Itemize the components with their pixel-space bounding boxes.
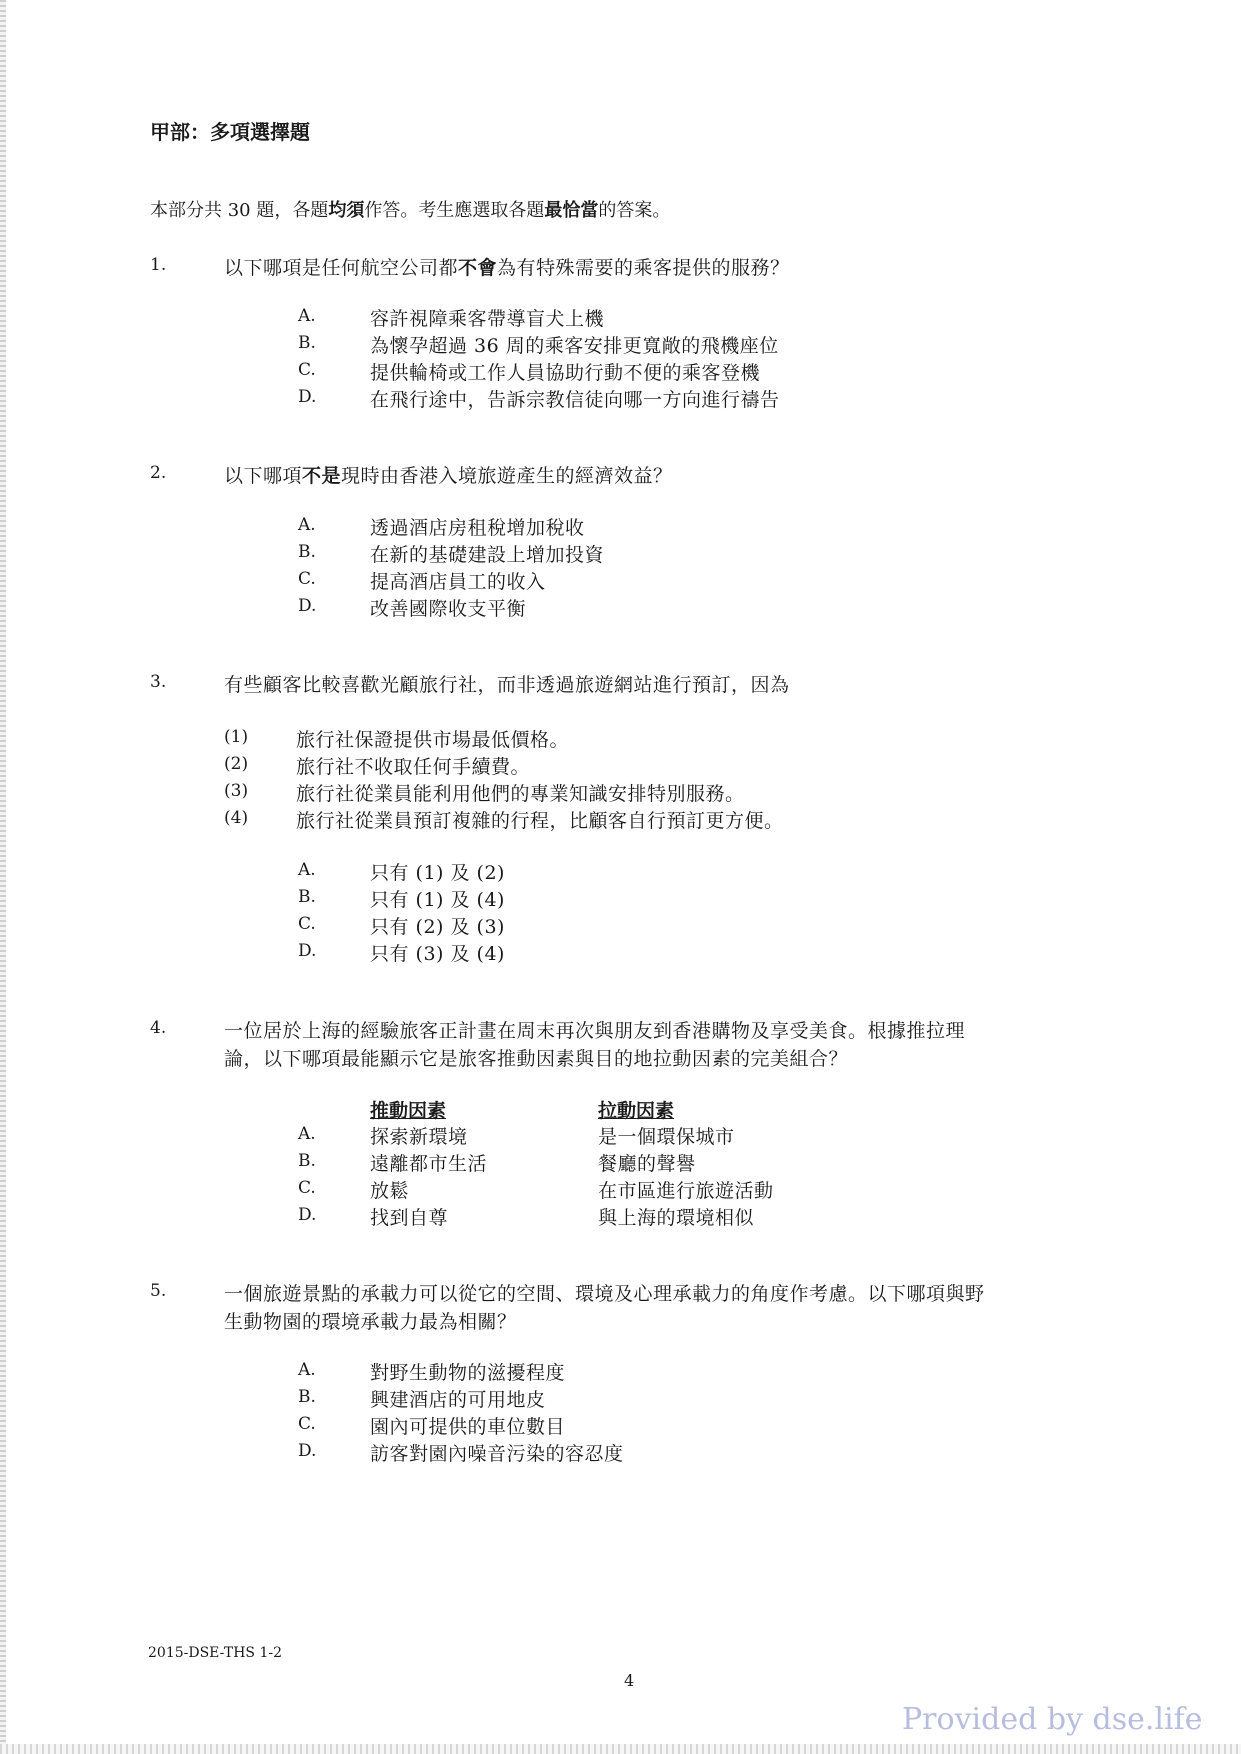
question-5-text-line-1: 一個旅遊景點的承載力可以從它的空間、環境及心理承載力的角度作考慮。以下哪項與野 <box>224 1283 985 1305</box>
q4-option-b-letter: B. <box>298 1151 316 1171</box>
q3-statement-3-number: (3) <box>224 781 249 801</box>
q3-option-a-letter: A. <box>298 860 316 880</box>
question-2-text <box>224 461 673 488</box>
q4-option-d-push: 找到自尊 <box>370 1207 449 1229</box>
question-5-text-line-2: 生動物園的環境承載力最為相關？ <box>224 1311 517 1333</box>
q2-option-d-letter: D. <box>298 596 317 616</box>
q4-option-d-pull: 與上海的環境相似 <box>598 1207 755 1229</box>
question-3-text: 有些顧客比較喜歡光顧旅行社，而非透過旅遊網站進行預訂，因為 <box>224 674 790 696</box>
q3-statement-2-text: 旅行社不收取任何手續費。 <box>296 756 531 778</box>
intro-text-2: 作答。考生應選取各題 <box>364 200 545 221</box>
intro-bold-2: 最恰當 <box>544 200 599 221</box>
q4-option-c-push: 放鬆 <box>370 1180 410 1202</box>
q3-option-b-text: 只有 (1) 及 (4) <box>370 889 505 911</box>
q4-column-push-factors: 推動因素 <box>370 1100 447 1122</box>
question-4-number: 4. <box>150 1018 167 1038</box>
q5-option-d-letter: D. <box>298 1441 317 1461</box>
q3-statement-4-text: 旅行社從業員預訂複雜的行程，比顧客自行預訂更方便。 <box>296 810 784 832</box>
q5-option-b-text: 興建酒店的可用地皮 <box>370 1389 546 1411</box>
q4-option-d-letter: D. <box>298 1205 317 1225</box>
q4-option-a-push: 探索新環境 <box>370 1126 468 1148</box>
q5-option-c-text: 園內可提供的車位數目 <box>370 1416 566 1438</box>
q3-option-d-letter: D. <box>298 941 317 961</box>
q3-statement-2-number: (2) <box>224 754 249 774</box>
question-3-number: 3. <box>150 672 167 692</box>
q3-option-c-text: 只有 (2) 及 (3) <box>370 916 505 938</box>
q2-option-b-letter: B. <box>298 542 316 562</box>
q5-option-b-letter: B. <box>298 1387 316 1407</box>
paper-code: 2015-DSE-THS 1-2 <box>148 1645 283 1661</box>
q1-option-a-letter: A. <box>298 306 316 326</box>
intro-text-3: 的答案。 <box>598 200 671 221</box>
q1-option-c-letter: C. <box>298 360 316 380</box>
q5-option-a-letter: A. <box>298 1360 316 1380</box>
q2-option-a-letter: A. <box>298 515 316 535</box>
scan-edge-bottom <box>0 1744 1241 1754</box>
q1-option-c-text: 提供輪椅或工作人員協助行動不便的乘客登機 <box>370 362 761 384</box>
q2-option-b-text: 在新的基礎建設上增加投資 <box>370 544 605 566</box>
q1-option-d-text: 在飛行途中，告訴宗教信徒向哪一方向進行禱告 <box>370 389 780 411</box>
q3-option-d-text: 只有 (3) 及 (4) <box>370 943 505 965</box>
question-1-number: 1. <box>150 255 167 275</box>
q4-option-b-pull: 餐廳的聲譽 <box>598 1153 696 1175</box>
q4-column-pull-factors: 拉動因素 <box>598 1100 675 1122</box>
q4-option-a-letter: A. <box>298 1124 316 1144</box>
q2-option-d-text: 改善國際收支平衡 <box>370 598 527 620</box>
question-5-number: 5. <box>150 1281 167 1301</box>
question-2-number: 2. <box>150 463 167 483</box>
q1-option-b-text: 為懷孕超過 36 周的乘客安排更寬敞的飛機座位 <box>370 335 779 357</box>
q3-statement-1-number: (1) <box>224 727 249 747</box>
question-2-text-post: 現時由香港入境旅遊產生的經濟效益？ <box>341 465 673 487</box>
q5-option-a-text: 對野生動物的滋擾程度 <box>370 1362 566 1384</box>
question-1-text <box>224 253 790 280</box>
q3-option-b-letter: B. <box>298 887 316 907</box>
q1-option-a-text: 容許視障乘客帶導盲犬上機 <box>370 308 605 330</box>
q2-option-a-text: 透過酒店房租稅增加稅收 <box>370 517 585 539</box>
question-1-text-post: 為有特殊需要的乘客提供的服務？ <box>497 257 790 279</box>
q2-option-c-letter: C. <box>298 569 316 589</box>
q1-option-b-letter: B. <box>298 333 316 353</box>
intro-text-1: 本部分共 30 題，各題 <box>150 200 329 221</box>
q5-option-d-text: 訪客對園內噪音污染的容忍度 <box>370 1443 624 1465</box>
page-number: 4 <box>624 1671 635 1690</box>
watermark: Provided by dse.life <box>902 1702 1203 1737</box>
q3-statement-1-text: 旅行社保證提供市場最低價格。 <box>296 729 570 751</box>
question-1-text-pre: 以下哪項是任何航空公司都 <box>224 257 459 279</box>
q3-statement-3-text: 旅行社從業員能利用他們的專業知識安排特別服務。 <box>296 783 745 805</box>
q3-option-a-text: 只有 (1) 及 (2) <box>370 862 505 884</box>
q4-option-a-pull: 是一個環保城市 <box>598 1126 735 1148</box>
question-4-text-line-1: 一位居於上海的經驗旅客正計畫在周末再次與朋友到香港購物及享受美食。根據推拉理 <box>224 1020 966 1042</box>
q4-option-c-pull: 在市區進行旅遊活動 <box>598 1180 774 1202</box>
scan-edge-left <box>0 0 6 1754</box>
q2-option-c-text: 提高酒店員工的收入 <box>370 571 546 593</box>
question-1-text-bold: 不會 <box>458 257 498 279</box>
q4-option-c-letter: C. <box>298 1178 316 1198</box>
intro-bold-1: 均須 <box>328 200 365 221</box>
section-title: 甲部：多項選擇題 <box>150 120 310 144</box>
question-4-text-line-2: 論，以下哪項最能顯示它是旅客推動因素與目的地拉動因素的完美組合？ <box>224 1048 849 1070</box>
q1-option-d-letter: D. <box>298 387 317 407</box>
question-2-text-pre: 以下哪項 <box>224 465 303 487</box>
section-instructions <box>150 196 670 222</box>
q4-option-b-push: 遠離都市生活 <box>370 1153 488 1175</box>
q3-option-c-letter: C. <box>298 914 316 934</box>
q3-statement-4-number: (4) <box>224 808 249 828</box>
q5-option-c-letter: C. <box>298 1414 316 1434</box>
question-2-text-bold: 不是 <box>302 465 342 487</box>
